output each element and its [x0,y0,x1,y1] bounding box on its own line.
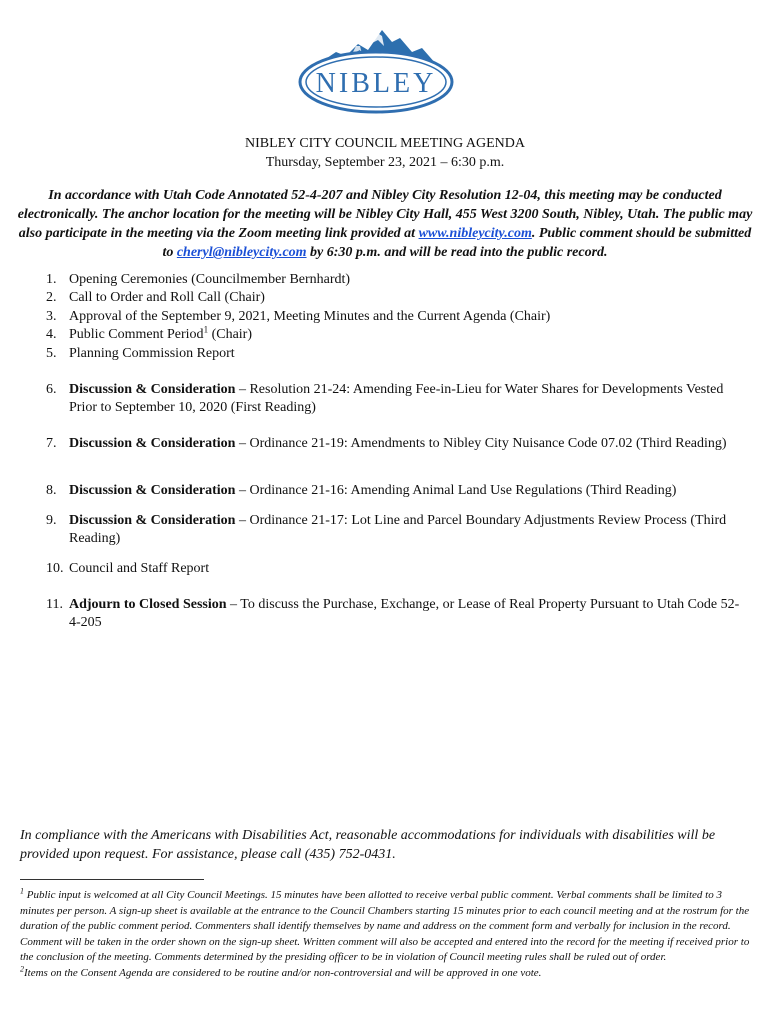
agenda-item [0,596,750,632]
item-number: 11. [46,597,63,612]
item-number: 4. [46,327,57,342]
item-text: – Ordinance 21-19: Amendments to Nibley City Nuisance Code 07.02 (Third Reading) [235,436,727,451]
item-heading: Discussion & Consideration [69,513,236,528]
agenda-item [0,512,750,548]
page-title: NIBLEY CITY COUNCIL MEETING AGENDA [245,136,525,151]
item-text: Call to Order and Roll Call (Chair) [69,290,265,305]
item-number: 8. [46,483,57,498]
item-text: Planning Commission Report [69,346,235,361]
footnote-ref: 1 [203,324,209,335]
item-number: 9. [46,513,57,528]
agenda-item [0,308,750,326]
agenda-title-block [0,134,770,172]
agenda-item [0,345,750,363]
agenda-item [0,381,750,417]
ada-notice: In compliance with the Americans with Disabilities Act, reasonable accommodations for individuals with disabilities will be provided upon request. For assistance, please call (435) 752-0431. [20,828,716,862]
footnotes [20,888,756,982]
item-number: 7. [46,436,57,451]
agenda-item [0,289,750,307]
item-text: Approval of the September 9, 2021, Meeting Minutes and the Current Agenda (Chair) [69,309,551,324]
item-heading: Discussion & Consideration [69,436,236,451]
item-text: Public Comment Period [69,327,204,342]
notice-text: In accordance with Utah Code Annotated 52-4-207 and Nibley City Resolution 12-04, this meeting may be conducted electronically. The anchor location for the meeting will be Nibley City Hall, 455 West 3200 South, Nibley, Utah. The public may also participate in the meeting via the Zoom meeting link provided at [17,188,753,241]
agenda-item [0,482,750,500]
website-link[interactable]: www.nibleycity.com [418,226,532,241]
item-number: 5. [46,346,57,361]
item-text: Opening Ceremonies (Councilmember Bernhardt) [69,272,351,287]
item-number: 10. [46,561,64,576]
agenda-item [0,271,750,289]
notice-text: . Public comment should be submitted to [162,226,752,260]
item-text: – Ordinance 21-17: Lot Line and Parcel Boundary Adjustments Review Process (Third Reading) [69,513,727,546]
logo-wordmark: NIBLEY [315,68,437,99]
item-text: – To discuss the Purchase, Exchange, or Lease of Real Property Pursuant to Utah Code 52-4-205 [69,597,740,630]
footnote-text: Items on the Consent Agenda are considered to be routine and/or non-controversial and will be approved in one vote. [24,966,542,979]
footnote-divider [20,879,204,880]
item-number: 1. [46,272,57,287]
item-text: Council and Staff Report [69,561,210,576]
footnote-mark: 2 [20,964,24,974]
item-number: 3. [46,309,57,324]
email-link[interactable]: cheryl@nibleycity.com [176,245,307,260]
item-text: – Ordinance 21-16: Amending Animal Land Use Regulations (Third Reading) [235,483,677,498]
agenda-item [0,435,750,453]
meeting-date: Thursday, September 23, 2021 – 6:30 p.m. [265,155,505,170]
item-heading: Discussion & Consideration [69,483,236,498]
agenda-item [0,560,750,578]
footnote-mark: 1 [20,886,24,896]
item-number: 6. [46,382,57,397]
footnote-2 [20,966,756,982]
item-number: 2. [46,290,57,305]
notice-text: by 6:30 p.m. and will be read into the public record. [306,245,608,260]
item-heading: Adjourn to Closed Session [69,597,227,612]
electronic-meeting-notice [16,186,754,262]
footnote-text: Public input is welcomed at all City Council Meetings. 15 minutes have been allotted to receive verbal public comment. Verbal comments shall be limited to 3 minutes per person. A sign-up sheet is available at the entrance to the Council Chambers starting 15 minutes prior to each council meeting and at the rostrum for the duration of the public comment period. Commenters shall identify themselves by name and address on the comment form and verbally for inclusion in the record. Comment will be taken in the order shown on the sign-up sheet. Written comment will also be accepted and entered into the record for the meeting if received prior to the conclusion of the meeting. Comments determined by the presiding officer to be in violation of Council meeting rules shall be ruled out of order. [20,889,750,964]
item-text: – Resolution 21-24: Amending Fee-in-Lieu for Water Shares for Developments Vested Prior to September 10, 2020 (First Reading) [69,382,724,415]
footnote-1 [20,888,756,966]
nibley-logo [296,26,456,116]
agenda-item [0,326,750,344]
item-text: (Chair) [208,327,252,342]
item-heading: Discussion & Consideration [69,382,236,397]
